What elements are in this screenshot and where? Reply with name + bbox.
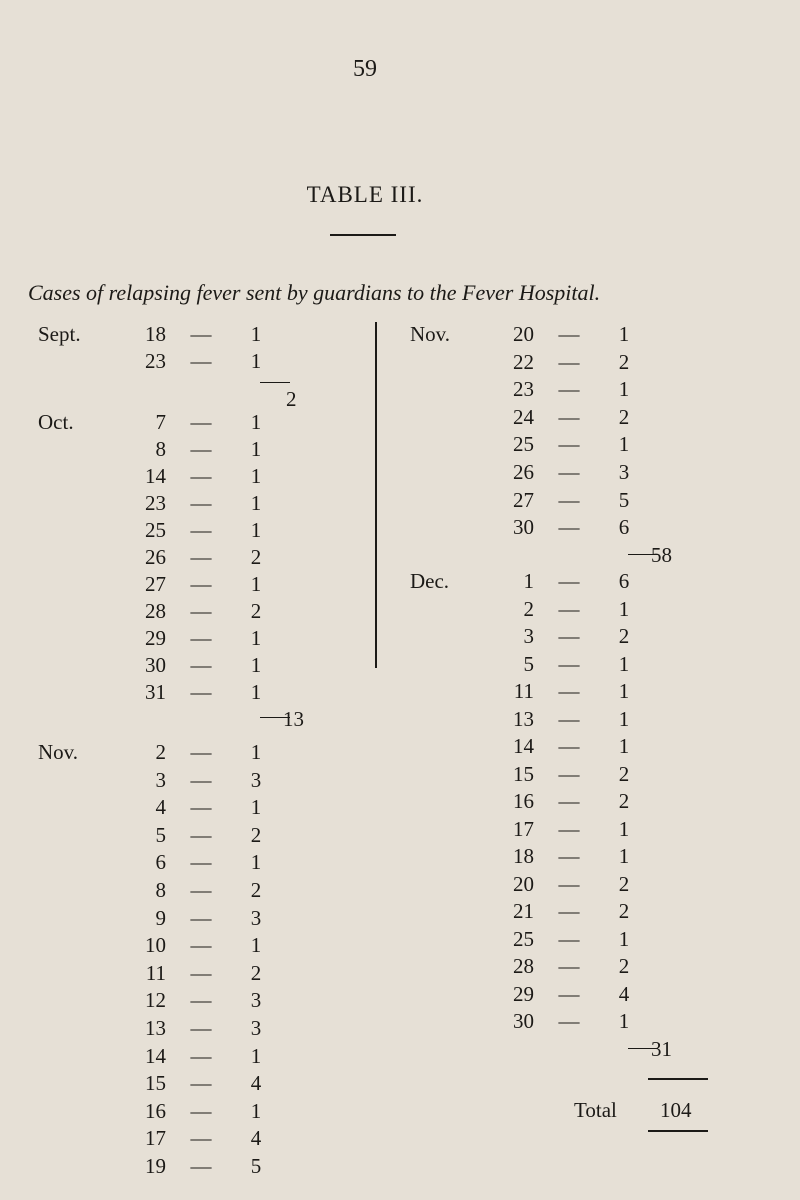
table-row xyxy=(410,896,730,926)
dash-cell: — xyxy=(190,491,212,515)
table-row xyxy=(38,765,368,795)
total-rule-top xyxy=(648,1078,708,1080)
count-cell: 2 xyxy=(618,404,630,429)
table-title: TABLE III. xyxy=(306,182,424,207)
count-cell: 2 xyxy=(618,624,630,648)
count-cell: 1 xyxy=(250,933,262,958)
subtotal-nov: 58 xyxy=(651,543,672,567)
dash-cell: — xyxy=(558,816,580,841)
count-cell: 1 xyxy=(250,322,262,346)
dash-cell: — xyxy=(190,437,212,461)
total-rule-bottom xyxy=(648,1130,708,1132)
dash-cell: — xyxy=(558,981,580,1006)
table-row xyxy=(410,429,730,459)
day-cell: 18 xyxy=(145,322,166,346)
count-cell: 2 xyxy=(618,871,630,896)
dash-cell: — xyxy=(558,569,580,593)
count-cell: 2 xyxy=(250,545,262,569)
dash-cell: — xyxy=(558,926,580,951)
count-cell: 1 xyxy=(250,464,262,488)
count-cell: 1 xyxy=(250,1043,262,1068)
table-row xyxy=(38,1123,368,1153)
day-cell: 20 xyxy=(513,871,534,896)
table-row xyxy=(410,814,730,844)
day-cell: 26 xyxy=(513,460,534,484)
table-row xyxy=(410,594,730,624)
count-cell: 3 xyxy=(250,905,262,930)
table-row xyxy=(38,737,368,767)
dash-cell: — xyxy=(190,1154,212,1178)
count-cell: 3 xyxy=(618,460,630,484)
dash-cell: — xyxy=(558,349,580,374)
total-value: 104 xyxy=(660,1098,692,1122)
count-cell: 2 xyxy=(250,878,262,902)
day-cell: 7 xyxy=(155,410,166,434)
count-cell: 1 xyxy=(250,410,262,434)
table-row xyxy=(38,820,368,850)
dash-cell: — xyxy=(190,740,212,764)
day-cell: 22 xyxy=(513,349,534,374)
count-cell: 1 xyxy=(618,322,630,346)
table-row xyxy=(410,374,730,404)
dash-cell: — xyxy=(190,878,212,902)
day-cell: 3 xyxy=(523,624,534,648)
count-cell: 4 xyxy=(618,981,630,1006)
count-cell: 1 xyxy=(618,1009,630,1033)
day-cell: 3 xyxy=(155,767,166,792)
day-cell: 29 xyxy=(513,981,534,1006)
dash-cell: — xyxy=(190,680,212,704)
day-cell: 21 xyxy=(513,899,534,923)
table-row xyxy=(410,621,730,651)
table-row xyxy=(38,319,368,349)
dash-cell: — xyxy=(190,545,212,569)
day-cell: 16 xyxy=(513,789,534,813)
day-cell: 17 xyxy=(513,816,534,841)
dash-cell: — xyxy=(190,795,212,820)
day-cell: 25 xyxy=(145,518,166,542)
dash-cell: — xyxy=(558,624,580,648)
dash-cell: — xyxy=(190,1043,212,1068)
table-row xyxy=(410,786,730,816)
count-cell: 1 xyxy=(618,844,630,868)
day-cell: 29 xyxy=(145,626,166,650)
count-cell: 3 xyxy=(250,988,262,1013)
subtotal-sept: 2 xyxy=(286,387,297,411)
table-row xyxy=(410,676,730,706)
count-cell: 6 xyxy=(618,515,630,540)
count-cell: 2 xyxy=(250,599,262,623)
dash-cell: — xyxy=(190,1126,212,1151)
table-row xyxy=(38,542,368,572)
dash-cell: — xyxy=(558,1009,580,1033)
day-cell: 15 xyxy=(145,1071,166,1096)
dash-cell: — xyxy=(190,767,212,792)
day-cell: 30 xyxy=(513,1009,534,1033)
count-cell: 2 xyxy=(618,789,630,813)
day-cell: 9 xyxy=(155,905,166,930)
day-cell: 23 xyxy=(513,377,534,402)
month-cell: Sept. xyxy=(38,322,81,346)
count-cell: 1 xyxy=(250,572,262,596)
table-row xyxy=(38,569,368,599)
day-cell: 1 xyxy=(523,569,534,593)
table-row xyxy=(38,1013,368,1043)
table-row xyxy=(38,488,368,518)
table-row xyxy=(38,958,368,988)
dash-cell: — xyxy=(558,515,580,540)
subtotal-dec: 31 xyxy=(651,1037,672,1061)
dash-cell: — xyxy=(190,1071,212,1096)
count-cell: 2 xyxy=(618,761,630,786)
month-cell: Nov. xyxy=(410,322,451,346)
month-cell: Oct. xyxy=(38,410,74,434)
day-cell: 30 xyxy=(145,653,166,677)
count-cell: 1 xyxy=(250,740,262,764)
count-cell: 1 xyxy=(250,626,262,650)
day-cell: 17 xyxy=(145,1126,166,1151)
count-cell: 1 xyxy=(250,518,262,542)
dash-cell: — xyxy=(190,349,212,373)
day-cell: 25 xyxy=(513,926,534,951)
month-cell: Nov. xyxy=(38,740,79,764)
dash-cell: — xyxy=(558,789,580,813)
day-cell: 20 xyxy=(513,322,534,346)
table-row xyxy=(38,461,368,491)
count-cell: 5 xyxy=(250,1154,262,1178)
count-cell: 1 xyxy=(618,734,630,758)
table-row xyxy=(410,841,730,871)
count-cell: 4 xyxy=(250,1071,262,1096)
count-cell: 3 xyxy=(250,767,262,792)
table-row xyxy=(38,847,368,877)
day-cell: 19 xyxy=(145,1154,166,1178)
count-cell: 1 xyxy=(618,816,630,841)
page-number: 59 xyxy=(353,56,377,82)
table-row xyxy=(410,704,730,734)
table-row xyxy=(410,731,730,761)
count-cell: 1 xyxy=(250,850,262,875)
count-cell: 1 xyxy=(618,679,630,703)
count-cell: 1 xyxy=(250,349,262,373)
day-cell: 18 xyxy=(513,844,534,868)
dash-cell: — xyxy=(190,850,212,875)
dash-cell: — xyxy=(190,960,212,985)
day-cell: 16 xyxy=(145,1098,166,1123)
table-row xyxy=(38,623,368,653)
day-cell: 30 xyxy=(513,515,534,540)
day-cell: 8 xyxy=(155,878,166,902)
dash-cell: — xyxy=(558,706,580,731)
table-row xyxy=(38,346,368,376)
day-cell: 27 xyxy=(513,487,534,512)
day-cell: 27 xyxy=(145,572,166,596)
dash-cell: — xyxy=(190,822,212,847)
day-cell: 28 xyxy=(513,954,534,978)
day-cell: 11 xyxy=(145,960,166,985)
dash-cell: — xyxy=(558,954,580,978)
table-row xyxy=(410,924,730,954)
table-row xyxy=(410,1006,730,1036)
table-row xyxy=(410,951,730,981)
table-row xyxy=(38,930,368,960)
dash-cell: — xyxy=(190,599,212,623)
day-cell: 23 xyxy=(145,491,166,515)
count-cell: 1 xyxy=(618,596,630,621)
table-row xyxy=(410,979,730,1009)
dash-cell: — xyxy=(558,761,580,786)
day-cell: 5 xyxy=(155,822,166,847)
table-row xyxy=(38,677,368,707)
table-row xyxy=(410,347,730,377)
count-cell: 2 xyxy=(250,822,262,847)
day-cell: 8 xyxy=(155,437,166,461)
day-cell: 5 xyxy=(523,651,534,676)
table-row xyxy=(38,434,368,464)
table-row xyxy=(38,985,368,1015)
day-cell: 13 xyxy=(145,1016,166,1040)
day-cell: 14 xyxy=(145,464,166,488)
table-row xyxy=(38,1151,368,1181)
dash-cell: — xyxy=(190,572,212,596)
dash-cell: — xyxy=(190,322,212,346)
dash-cell: — xyxy=(190,933,212,958)
dash-cell: — xyxy=(558,844,580,868)
day-cell: 28 xyxy=(145,599,166,623)
table-row xyxy=(38,1068,368,1098)
day-cell: 2 xyxy=(523,596,534,621)
table-row xyxy=(38,596,368,626)
day-cell: 11 xyxy=(513,679,534,703)
total-label: Total xyxy=(574,1098,617,1122)
table-row xyxy=(38,407,368,437)
day-cell: 12 xyxy=(145,988,166,1013)
dash-cell: — xyxy=(190,988,212,1013)
count-cell: 6 xyxy=(618,569,630,593)
count-cell: 2 xyxy=(250,960,262,985)
dash-cell: — xyxy=(558,487,580,512)
table-row xyxy=(38,903,368,933)
column-divider xyxy=(375,322,377,668)
dash-cell: — xyxy=(190,1016,212,1040)
table-row xyxy=(38,515,368,545)
count-cell: 2 xyxy=(618,349,630,374)
dash-cell: — xyxy=(558,460,580,484)
count-cell: 1 xyxy=(618,432,630,457)
count-cell: 1 xyxy=(618,651,630,676)
count-cell: 1 xyxy=(618,926,630,951)
dash-cell: — xyxy=(558,596,580,621)
count-cell: 4 xyxy=(250,1126,262,1151)
day-cell: 4 xyxy=(155,795,166,820)
count-cell: 1 xyxy=(250,491,262,515)
day-cell: 24 xyxy=(513,404,534,429)
table-row xyxy=(38,1041,368,1071)
day-cell: 23 xyxy=(145,349,166,373)
dash-cell: — xyxy=(558,899,580,923)
dash-cell: — xyxy=(558,404,580,429)
table-row xyxy=(38,792,368,822)
dash-cell: — xyxy=(558,679,580,703)
table-row xyxy=(410,485,730,515)
table-row xyxy=(410,402,730,432)
dash-cell: — xyxy=(190,464,212,488)
count-cell: 1 xyxy=(250,680,262,704)
count-cell: 2 xyxy=(618,954,630,978)
table-row xyxy=(38,1096,368,1126)
day-cell: 14 xyxy=(145,1043,166,1068)
count-cell: 1 xyxy=(618,706,630,731)
count-cell: 5 xyxy=(618,487,630,512)
dash-cell: — xyxy=(190,518,212,542)
month-cell: Dec. xyxy=(410,569,450,593)
dash-cell: — xyxy=(558,871,580,896)
dash-cell: — xyxy=(190,1098,212,1123)
dash-cell: — xyxy=(558,322,580,346)
count-cell: 1 xyxy=(618,377,630,402)
count-cell: 2 xyxy=(618,899,630,923)
table-row xyxy=(38,650,368,680)
table-row xyxy=(410,759,730,789)
count-cell: 1 xyxy=(250,653,262,677)
count-cell: 1 xyxy=(250,437,262,461)
table-row xyxy=(410,319,730,349)
dash-cell: — xyxy=(558,432,580,457)
dash-cell: — xyxy=(190,653,212,677)
day-cell: 2 xyxy=(155,740,166,764)
count-cell: 1 xyxy=(250,1098,262,1123)
subtotal-oct: 13 xyxy=(283,707,304,731)
dash-cell: — xyxy=(558,651,580,676)
day-cell: 25 xyxy=(513,432,534,457)
count-cell: 3 xyxy=(250,1016,262,1040)
table-row xyxy=(38,875,368,905)
dash-cell: — xyxy=(190,410,212,434)
dash-cell: — xyxy=(558,377,580,402)
day-cell: 31 xyxy=(145,680,166,704)
day-cell: 6 xyxy=(155,850,166,875)
title-rule xyxy=(330,234,396,236)
table-row xyxy=(410,457,730,487)
day-cell: 14 xyxy=(513,734,534,758)
table-caption: Cases of relapsing fever sent by guardians to the Fever Hospital. xyxy=(28,280,601,305)
subtotal-rule-sept xyxy=(260,382,290,383)
table-row xyxy=(410,566,730,596)
day-cell: 26 xyxy=(145,545,166,569)
day-cell: 10 xyxy=(145,933,166,958)
table-row xyxy=(410,869,730,899)
count-cell: 1 xyxy=(250,795,262,820)
dash-cell: — xyxy=(190,626,212,650)
dash-cell: — xyxy=(190,905,212,930)
table-row xyxy=(410,512,730,542)
day-cell: 15 xyxy=(513,761,534,786)
day-cell: 13 xyxy=(513,706,534,731)
table-row xyxy=(410,649,730,679)
dash-cell: — xyxy=(558,734,580,758)
